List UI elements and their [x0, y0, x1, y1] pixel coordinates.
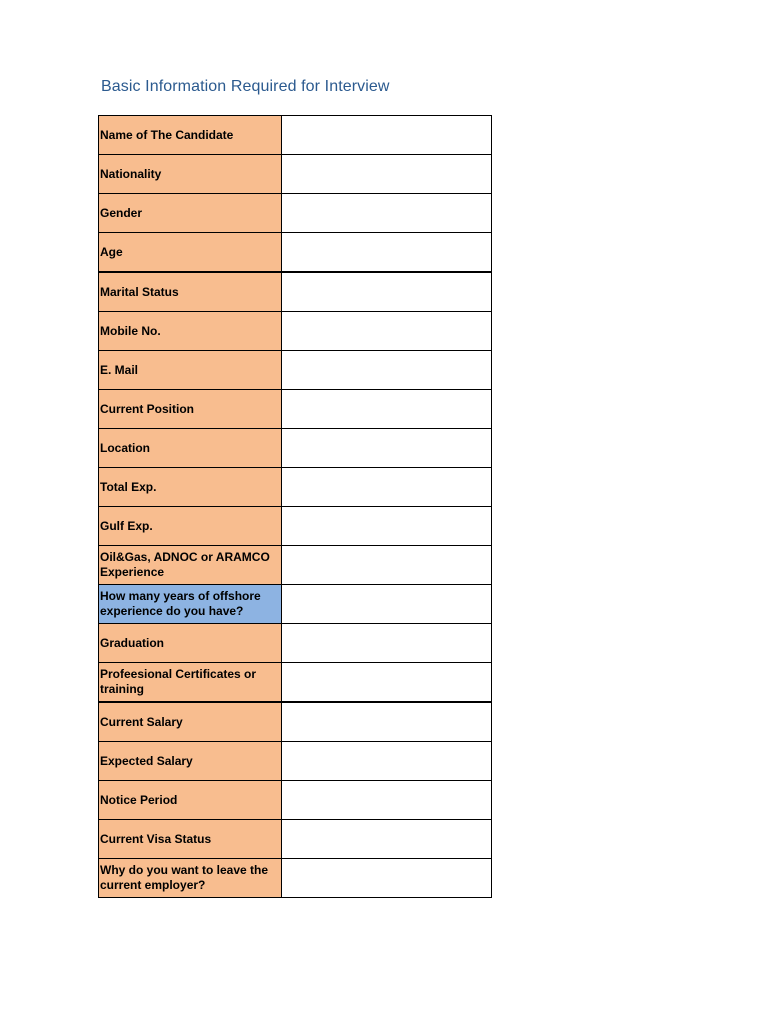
field-value[interactable] [282, 663, 492, 703]
field-value[interactable] [282, 820, 492, 859]
field-label: How many years of offshore experience do you have? [99, 585, 282, 624]
table-row [99, 820, 492, 859]
field-label: Name of The Candidate [99, 116, 282, 155]
field-value[interactable] [282, 116, 492, 155]
table-row [99, 859, 492, 898]
field-value[interactable] [282, 702, 492, 742]
field-label: Expected Salary [99, 742, 282, 781]
table-row [99, 351, 492, 390]
field-label: Location [99, 429, 282, 468]
field-label: Profeesional Certificates or training [99, 663, 282, 703]
field-label: Total Exp. [99, 468, 282, 507]
field-label: Current Visa Status [99, 820, 282, 859]
table-row [99, 390, 492, 429]
field-label: Mobile No. [99, 312, 282, 351]
field-value[interactable] [282, 155, 492, 194]
field-value[interactable] [282, 390, 492, 429]
field-value[interactable] [282, 859, 492, 898]
field-label: Age [99, 233, 282, 273]
table-row [99, 507, 492, 546]
field-value[interactable] [282, 742, 492, 781]
field-value[interactable] [282, 781, 492, 820]
field-label: Nationality [99, 155, 282, 194]
field-label: Gulf Exp. [99, 507, 282, 546]
field-label: Why do you want to leave the current employer? [99, 859, 282, 898]
field-label: Current Position [99, 390, 282, 429]
field-value[interactable] [282, 312, 492, 351]
table-row [99, 233, 492, 273]
field-label: Current Salary [99, 702, 282, 742]
table-row [99, 312, 492, 351]
field-label: Gender [99, 194, 282, 233]
page-title: Basic Information Required for Interview [101, 78, 390, 95]
field-label: Oil&Gas, ADNOC or ARAMCO Experience [99, 546, 282, 585]
table-row [99, 116, 492, 155]
field-value[interactable] [282, 468, 492, 507]
table-row [99, 155, 492, 194]
table-row [99, 663, 492, 703]
table-row [99, 585, 492, 624]
field-value[interactable] [282, 546, 492, 585]
field-value[interactable] [282, 194, 492, 233]
table-row [99, 702, 492, 742]
field-value[interactable] [282, 272, 492, 312]
field-value[interactable] [282, 351, 492, 390]
field-label: E. Mail [99, 351, 282, 390]
table-row [99, 742, 492, 781]
table-row [99, 468, 492, 507]
field-label: Marital Status [99, 272, 282, 312]
field-value[interactable] [282, 429, 492, 468]
field-value[interactable] [282, 507, 492, 546]
field-value[interactable] [282, 585, 492, 624]
table-row [99, 781, 492, 820]
table-row [99, 546, 492, 585]
field-value[interactable] [282, 233, 492, 273]
table-row [99, 272, 492, 312]
field-value[interactable] [282, 624, 492, 663]
interview-info-table [98, 115, 492, 898]
field-label: Graduation [99, 624, 282, 663]
field-label: Notice Period [99, 781, 282, 820]
table-row [99, 429, 492, 468]
table-row [99, 194, 492, 233]
table-row [99, 624, 492, 663]
